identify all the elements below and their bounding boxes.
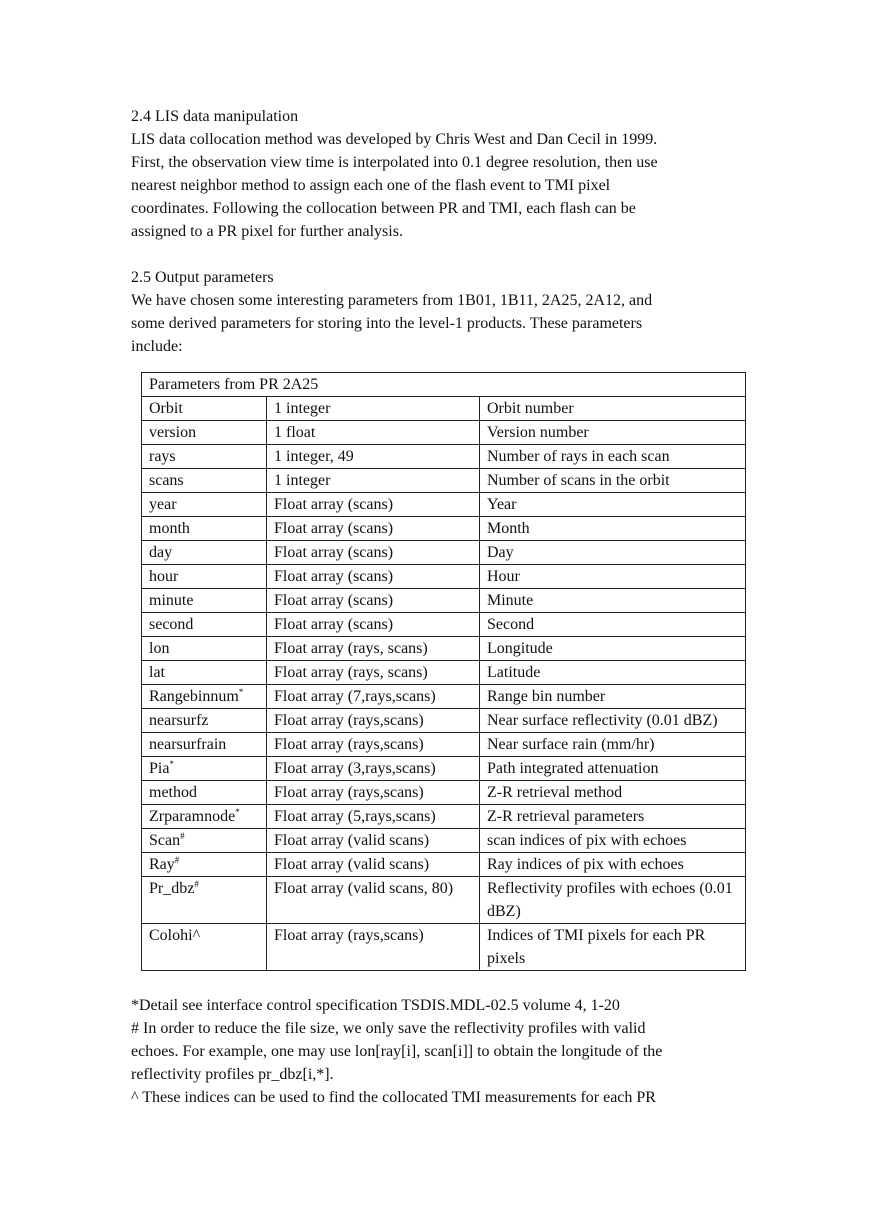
param-name: Orbit (149, 400, 183, 417)
param-description: Z-R retrieval method (480, 781, 746, 805)
table-row (142, 877, 746, 924)
table-title: Parameters from PR 2A25 (142, 373, 746, 397)
param-description: Orbit number (480, 397, 746, 421)
param-type: Float array (5,rays,scans) (267, 805, 480, 829)
lis-paragraph (131, 128, 751, 243)
param-name: Zrparamnode (149, 808, 236, 825)
output-paragraph (131, 289, 751, 358)
table-row (142, 613, 746, 637)
param-type: Float array (rays, scans) (267, 661, 480, 685)
paragraph-line: First, the observation view time is interpolated into 0.1 degree resolution, then use (131, 154, 658, 171)
param-name: nearsurfrain (149, 736, 227, 753)
param-type: Float array (scans) (267, 565, 480, 589)
footnote-line: echoes. For example, one may use lon[ray[i], scan[i]] to obtain the longitude of the (131, 1043, 663, 1060)
table-row (142, 421, 746, 445)
paragraph-line: assigned to a PR pixel for further analysis. (131, 223, 403, 240)
param-name: method (149, 784, 197, 801)
param-name: rays (149, 448, 176, 465)
table-row (142, 781, 746, 805)
footnote-mark: * (238, 687, 244, 697)
param-name-cell (142, 685, 267, 709)
section-heading-output: 2.5 Output parameters (131, 269, 274, 286)
param-description: Number of rays in each scan (480, 445, 746, 469)
footnote-mark: # (194, 879, 199, 889)
param-name: lon (149, 640, 170, 657)
param-name: day (149, 544, 173, 561)
param-description: Day (480, 541, 746, 565)
table-row (142, 517, 746, 541)
spacer (131, 358, 751, 372)
param-name-cell (142, 661, 267, 685)
param-description: Second (480, 613, 746, 637)
param-name-cell (142, 877, 267, 924)
paragraph-line: We have chosen some interesting parameters from 1B01, 1B11, 2A25, 2A12, and (131, 292, 653, 309)
param-name-cell (142, 924, 267, 971)
param-name: Ray (149, 856, 175, 873)
param-description: Reflectivity profiles with echoes (0.01 dBZ) (480, 877, 746, 924)
param-description: Number of scans in the orbit (480, 469, 746, 493)
param-type: Float array (rays,scans) (267, 924, 480, 971)
param-type: Float array (scans) (267, 541, 480, 565)
param-name-cell (142, 637, 267, 661)
param-type: 1 integer, 49 (267, 445, 480, 469)
table-row (142, 637, 746, 661)
param-type: 1 integer (267, 397, 480, 421)
param-name-cell (142, 397, 267, 421)
param-type: Float array (scans) (267, 517, 480, 541)
param-name-cell (142, 565, 267, 589)
param-name-cell (142, 757, 267, 781)
param-name-cell (142, 709, 267, 733)
param-name-cell (142, 421, 267, 445)
footnote-line: *Detail see interface control specification TSDIS.MDL-02.5 volume 4, 1-20 (131, 997, 620, 1014)
param-type: Float array (3,rays,scans) (267, 757, 480, 781)
param-name: Colohi^ (149, 927, 201, 944)
footnote-mark: # (180, 831, 185, 841)
param-name: version (149, 424, 197, 441)
param-name: month (149, 520, 190, 537)
paragraph-line: include: (131, 338, 183, 355)
footnote-line: # In order to reduce the file size, we only save the reflectivity profiles with valid (131, 1020, 646, 1037)
paragraph-line: coordinates. Following the collocation between PR and TMI, each flash can be (131, 200, 636, 217)
param-description: Indices of TMI pixels for each PR pixels (480, 924, 746, 971)
param-type: 1 float (267, 421, 480, 445)
param-type: Float array (rays,scans) (267, 733, 480, 757)
param-name: year (149, 496, 177, 513)
param-type: Float array (valid scans) (267, 829, 480, 853)
param-description: Version number (480, 421, 746, 445)
param-type: Float array (valid scans) (267, 853, 480, 877)
param-description: Minute (480, 589, 746, 613)
param-type: Float array (rays,scans) (267, 781, 480, 805)
table-row (142, 589, 746, 613)
param-name-cell (142, 517, 267, 541)
table-row (142, 469, 746, 493)
param-description: Z-R retrieval parameters (480, 805, 746, 829)
param-name-cell (142, 613, 267, 637)
param-description: Ray indices of pix with echoes (480, 853, 746, 877)
table-row (142, 853, 746, 877)
param-description: Range bin number (480, 685, 746, 709)
param-name: nearsurfz (149, 712, 209, 729)
param-type: Float array (scans) (267, 613, 480, 637)
param-type: Float array (rays, scans) (267, 637, 480, 661)
param-description: Year (480, 493, 746, 517)
table-row (142, 685, 746, 709)
paragraph-line: some derived parameters for storing into the level-1 products. These parameters (131, 315, 643, 332)
footnote-line: reflectivity profiles pr_dbz[i,*]. (131, 1066, 334, 1083)
param-name: hour (149, 568, 179, 585)
param-name-cell (142, 541, 267, 565)
param-name-cell (142, 445, 267, 469)
param-name-cell (142, 733, 267, 757)
param-name-cell (142, 781, 267, 805)
param-type: Float array (scans) (267, 493, 480, 517)
spacer (131, 243, 751, 266)
table-row (142, 924, 746, 971)
param-name: Rangebinnum (149, 688, 239, 705)
param-name-cell (142, 829, 267, 853)
footnote-mark: # (174, 855, 180, 865)
param-type: Float array (scans) (267, 589, 480, 613)
param-description: Near surface reflectivity (0.01 dBZ) (480, 709, 746, 733)
table-row (142, 829, 746, 853)
footnote-mark: * (169, 759, 174, 769)
table-title-row (142, 373, 746, 397)
param-description: Longitude (480, 637, 746, 661)
table-row (142, 661, 746, 685)
footnote-line: ^ These indices can be used to find the collocated TMI measurements for each PR (131, 1089, 656, 1106)
footnotes (131, 994, 751, 1109)
table-row (142, 709, 746, 733)
table-row (142, 805, 746, 829)
param-name-cell (142, 589, 267, 613)
param-type: 1 integer (267, 469, 480, 493)
param-name: lat (149, 664, 165, 681)
table-row (142, 445, 746, 469)
param-type: Float array (7,rays,scans) (267, 685, 480, 709)
param-description: scan indices of pix with echoes (480, 829, 746, 853)
param-type: Float array (rays,scans) (267, 709, 480, 733)
param-name-cell (142, 805, 267, 829)
param-description: Path integrated attenuation (480, 757, 746, 781)
param-name-cell (142, 469, 267, 493)
param-name-cell (142, 493, 267, 517)
param-description: Hour (480, 565, 746, 589)
table-row (142, 565, 746, 589)
parameters-table (141, 372, 746, 971)
param-name: Pr_dbz (149, 880, 195, 897)
section-heading-lis: 2.4 LIS data manipulation (131, 108, 299, 125)
param-name: second (149, 616, 194, 633)
param-description: Near surface rain (mm/hr) (480, 733, 746, 757)
page-content (131, 105, 751, 1109)
table-row (142, 757, 746, 781)
param-name: Pia (149, 760, 170, 777)
paragraph-line: LIS data collocation method was developed by Chris West and Dan Cecil in 1999. (131, 131, 658, 148)
table-row (142, 733, 746, 757)
param-name: Scan (149, 832, 181, 849)
param-name: minute (149, 592, 194, 609)
table-row (142, 493, 746, 517)
param-type: Float array (valid scans, 80) (267, 877, 480, 924)
param-description: Latitude (480, 661, 746, 685)
param-description: Month (480, 517, 746, 541)
table-row (142, 541, 746, 565)
table-row (142, 397, 746, 421)
footnote-mark: * (235, 807, 240, 817)
param-name: scans (149, 472, 184, 489)
paragraph-line: nearest neighbor method to assign each one of the flash event to TMI pixel (131, 177, 611, 194)
param-name-cell (142, 853, 267, 877)
